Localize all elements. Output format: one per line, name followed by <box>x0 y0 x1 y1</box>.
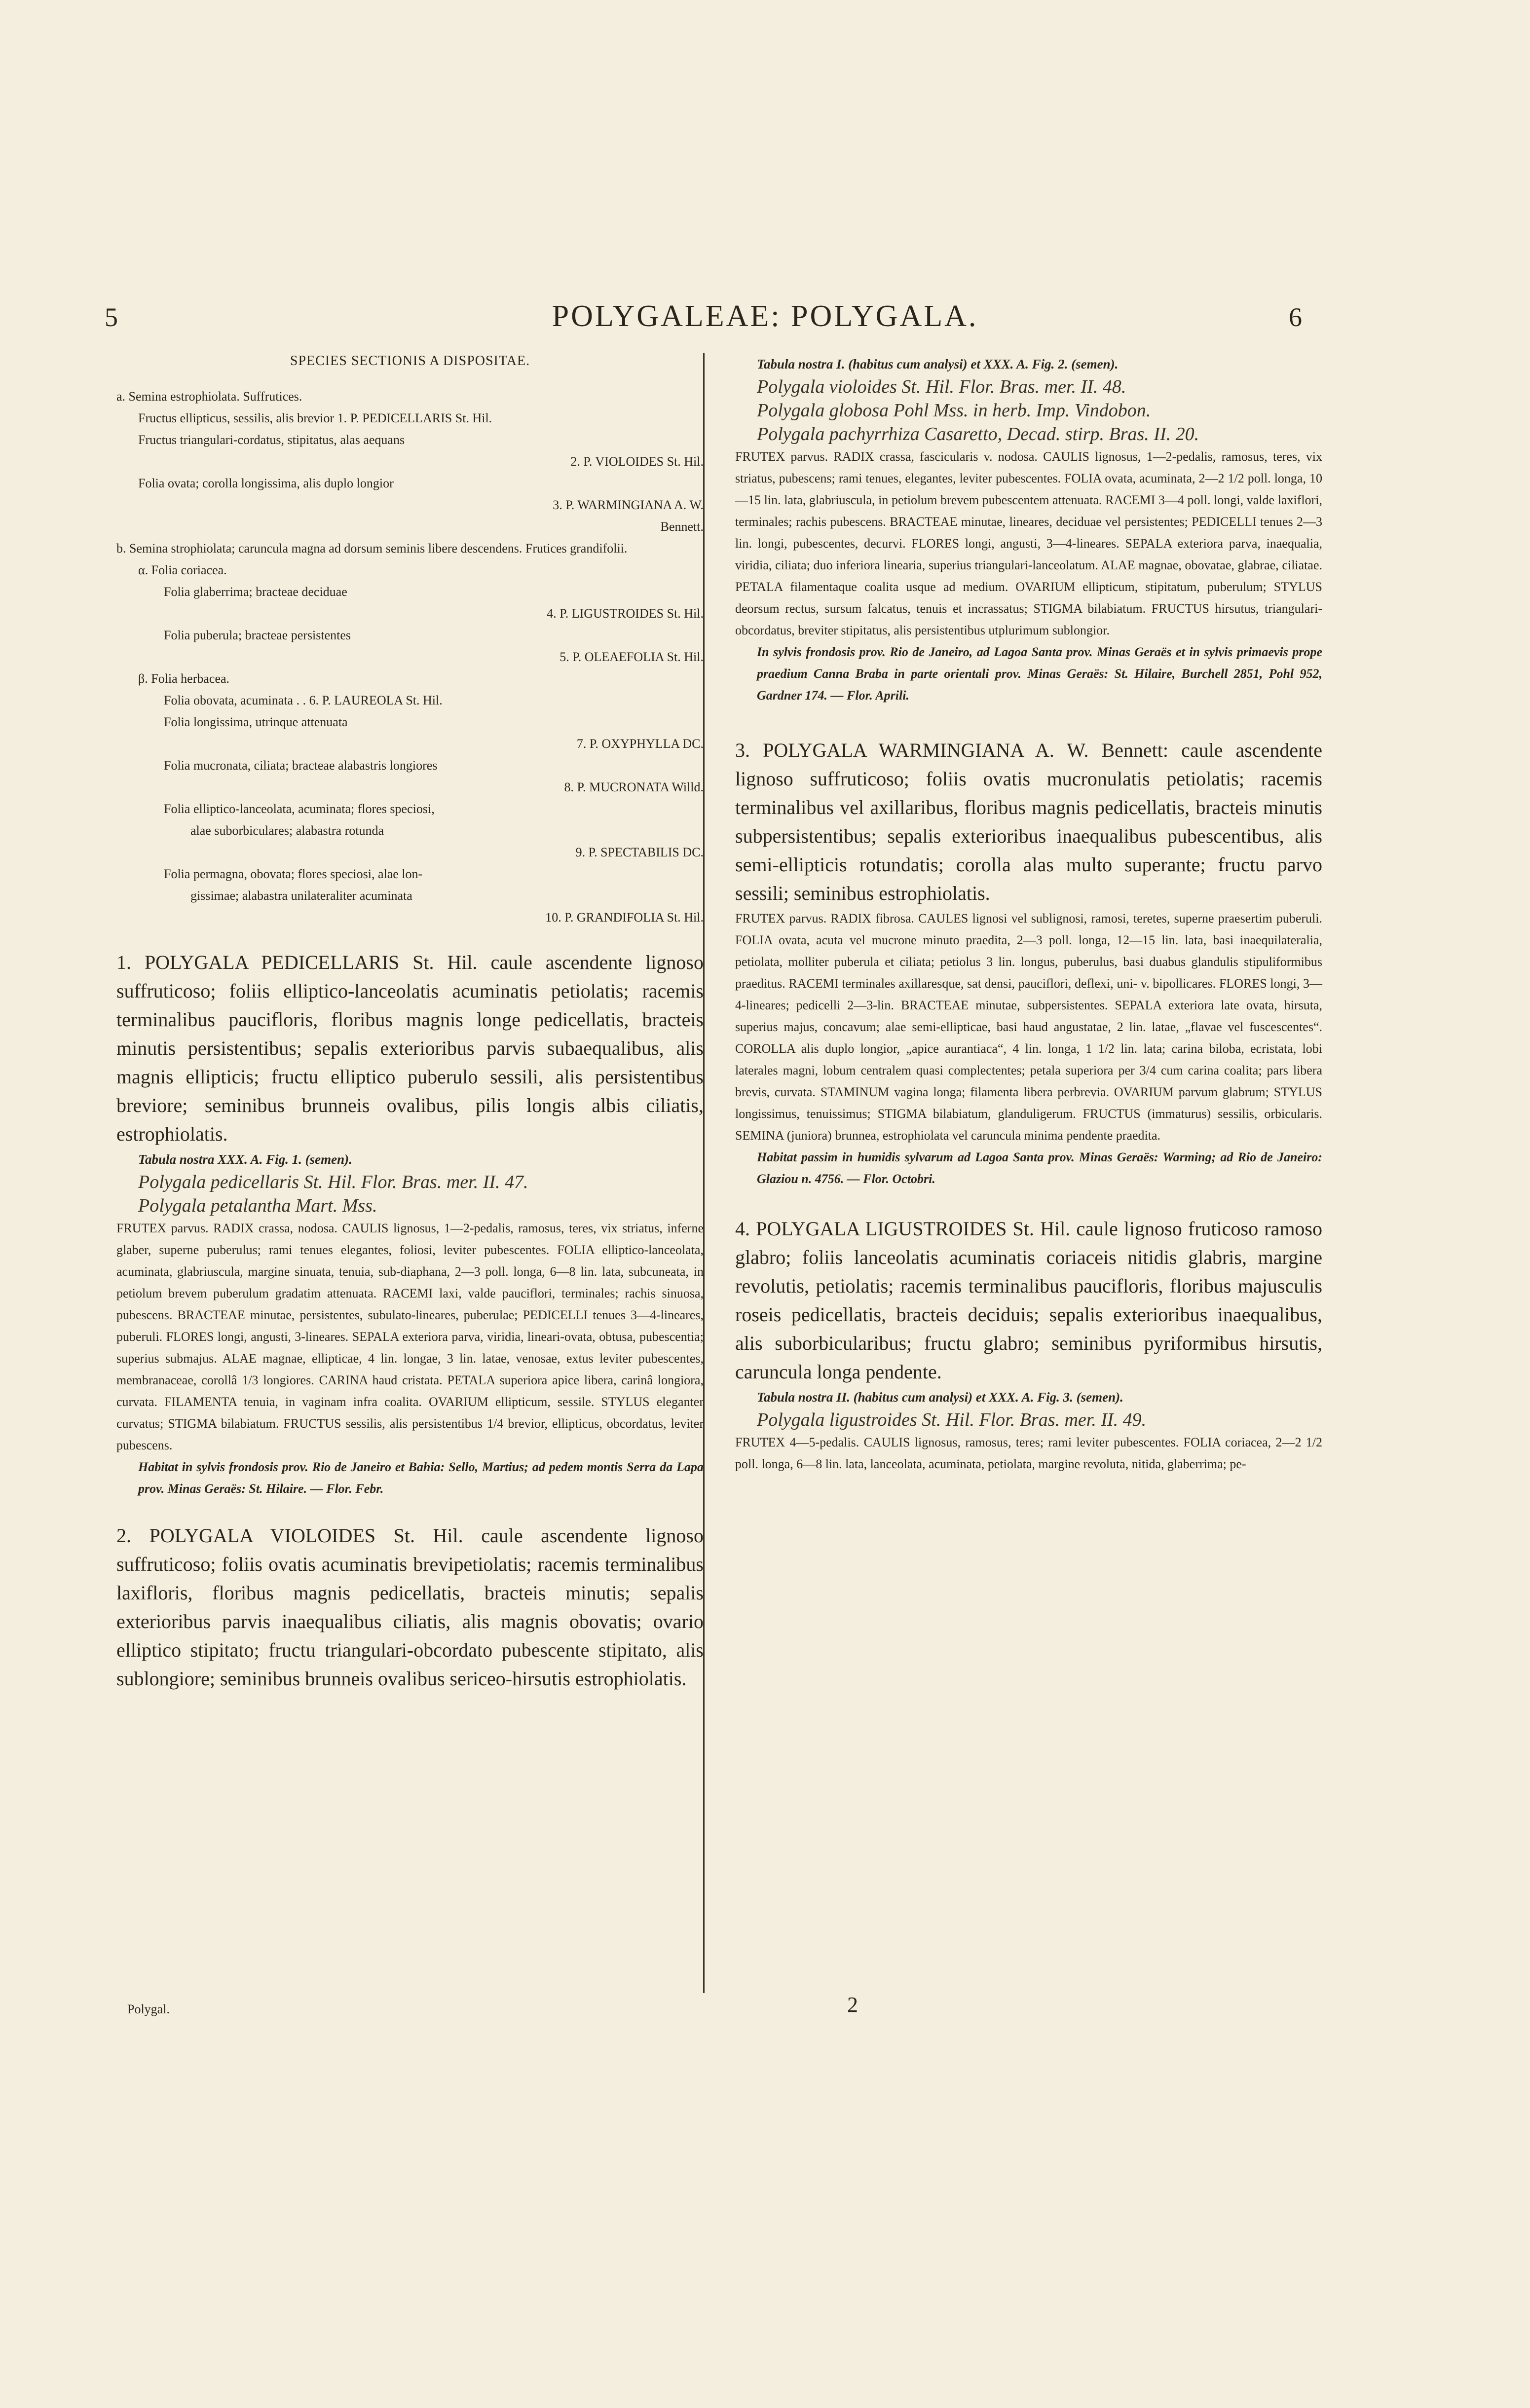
key-line: Bennett. <box>660 519 704 534</box>
sheet-signature: 2 <box>847 1993 858 2017</box>
key-line: 5. P. OLEAEFOLIA St. Hil. <box>560 650 704 664</box>
right-column <box>735 353 1322 1475</box>
page-number-right: 6 <box>1289 302 1302 332</box>
key-line: 8. P. MUCRONATA Willd. <box>564 780 704 794</box>
entry-4-synonym: Polygala ligustroides St. Hil. Flor. Bras. mer. II. 49. <box>757 1409 1147 1430</box>
key-line: Fructus triangulari-cordatus, stipitatus, alas aequans <box>138 433 405 447</box>
entry-1-diagnosis: 1. POLYGALA PEDICELLARIS St. Hil. caule ascendente lignoso suffruticoso; foliis elliptico-lanceolatis acuminatis petiolatis; racemis terminalibus paucifloris, floribus magnis longe pedicellatis, bracteis minutis persistentibus; sepalis exterioribus parvis subaequalibus, alis magnis ellipticis; fructu elliptico puberulo sessili, alis persistentibus breviore; seminibus brunneis ovalibus, pilis longis albis ciliatis, estrophiolatis. <box>116 951 704 1145</box>
entry-2-plate: Tabula nostra I. (habitus cum analysi) et XXX. A. Fig. 2. (semen). <box>757 357 1119 371</box>
key-line: 7. P. OXYPHYLLA DC. <box>576 737 704 751</box>
key-line: gissimae; alabastra unilateraliter acuminata <box>190 889 412 903</box>
page-number-left: 5 <box>105 302 118 332</box>
entry-1-synonym: Polygala pedicellaris St. Hil. Flor. Bras. mer. II. 47. <box>138 1172 528 1192</box>
key-line: Folia permagna, obovata; flores speciosi, alae lon- <box>164 867 423 881</box>
entry-4-plate: Tabula nostra II. (habitus cum analysi) et XXX. A. Fig. 3. (semen). <box>757 1390 1123 1405</box>
entry-4-diagnosis: 4. POLYGALA LIGUSTROIDES St. Hil. caule lignoso fruticoso ramoso glabro; foliis lanceolatis acuminatis coriaceis nitidis glabris, margine revolutis, petiolatis; racemis terminalibus paucifloris, floribus majusculis roseis pedicellatis, bracteis deciduis; sepalis exterioribus inaequalibus, alis suborbicularibus; fructu glabro; seminibus pyriformibus hirsutis, caruncula longa pendente. <box>735 1218 1322 1383</box>
entry-3-habitat: Habitat passim in humidis sylvarum ad Lagoa Santa prov. Minas Geraës: Warming; ad Rio de Janeiro: Glaziou n. 4756. — Flor. Octobri. <box>757 1150 1322 1186</box>
entry-1-synonym: Polygala petalantha Mart. Mss. <box>138 1195 377 1216</box>
key-a-line: a. Semina estrophiolata. Suffrutices. <box>116 389 302 404</box>
key-beta: β. Folia herbacea. <box>138 671 230 686</box>
key-line: Folia elliptico-lanceolata, acuminata; flores speciosi, <box>164 802 435 816</box>
entry-1-description: FRUTEX parvus. RADIX crassa, nodosa. CAULIS lignosus, 1—2-pedalis, ramosus, teres, vix striatus, inferne glaber, superne puberulus; rami tenues elegantes, foliosi, leviter pubescentes. FOLIA elliptico-lanceolata, acuminata, glabriuscula, margine sinuata, tenuia, sub-diaphana, 2—3 poll. longa, 6—8 lin. lata, subcuneata, in petiolum brevem puberulum gradatim attenuata. RACEMI laxi, valde pauciflori, terminales; rachis sinuosa, pubescens. BRACTEAE minutae, persistentes, subulato-lineares, puberulae; PEDICELLI tenues 3—4-lineares, puberuli. FLORES longi, angusti, 3-lineares. SEPALA exteriora parva, viridia, lineari-ovata, obtusa, pubescentia; superius submajus. ALAE magnae, ellipticae, 4 lin. longae, 3 lin. latae, venosae, extus leviter pubescentes, membranaceae, corollâ 1/3 longiores. CARINA haud cristata. PETALA superiora apice libera, carinâ longiora, curvata. FILAMENTA tenuia, in vaginam infra coalita. OVARIUM ellipticum, sessile. STYLUS eleganter curvatus; STIGMA bilabiatum. FRUCTUS sessilis, alis persistentibus 1/4 brevior, ellipticus, obcordatus, leviter pubescens. <box>116 1221 704 1452</box>
entry-3-diagnosis: 3. POLYGALA WARMINGIANA A. W. Bennett: caule ascendente lignoso suffruticoso; foliis ovatis mucronulatis petiolatis; racemis terminalibus vel axillaribus, floribus magnis pedicellatis, bracteis minutis subpersistentibus; sepalis exterioribus inaequalibus pubescentibus, alis semi-ellipticis rotundatis; corolla alas multo superante; fructu parvo sessili; seminibus estrophiolatis. <box>735 739 1322 904</box>
key-line: 3. P. WARMINGIANA A. W. <box>553 498 704 512</box>
key-b-line: b. Semina strophiolata; caruncula magna ad dorsum seminis libere descendens. Frutices grandifolii. <box>116 541 628 556</box>
entry-2-habitat: In sylvis frondosis prov. Rio de Janeiro, ad Lagoa Santa prov. Minas Geraës et in sylvis primaevis prope praedium Canna Braba in parte orientali prov. Minas Geraës: St. Hilaire, Burchell 2851, Pohl 952, Gardner 174. — Flor. Aprili. <box>757 645 1322 703</box>
entry-1-plate: Tabula nostra XXX. A. Fig. 1. (semen). <box>138 1152 352 1167</box>
key-line: Folia puberula; bracteae persistentes <box>164 628 351 642</box>
key-line: Folia mucronata, ciliata; bracteae alabastris longiores <box>164 758 438 773</box>
footer-signature-mark: Polygal. <box>127 2002 170 2016</box>
entry-4-description: FRUTEX 4—5-pedalis. CAULIS lignosus, ramosus, teres; rami leviter pubescentes. FOLIA coriacea, 2—2 1/2 poll. longa, 6—8 lin. lata, lanceolata, acuminata, petiolata, margine revoluta, nitida, glaberrima; pe- <box>735 1435 1322 1471</box>
key-line: 9. P. SPECTABILIS DC. <box>575 845 704 859</box>
left-column <box>116 353 704 1693</box>
key-line: 4. P. LIGUSTROIDES St. Hil. <box>547 606 704 621</box>
key-line: 2. P. VIOLOIDES St. Hil. <box>570 454 704 469</box>
key-line: alae suborbiculares; alabastra rotunda <box>190 823 384 838</box>
entry-2-synonym: Polygala pachyrrhiza Casaretto, Decad. stirp. Bras. II. 20. <box>757 424 1199 445</box>
key-line: Folia longissima, utrinque attenuata <box>164 715 348 729</box>
key-line: Fructus ellipticus, sessilis, alis brevior 1. P. PEDICELLARIS St. Hil. <box>138 411 492 425</box>
entry-3-description: FRUTEX parvus. RADIX fibrosa. CAULES lignosi vel sublignosi, ramosi, teretes, superne praesertim puberuli. FOLIA ovata, acuta vel mucrone minuto praedita, 2—3 poll. longa, 12—15 lin. lata, basi inaequilateralia, petiolata, molliter puberula et ciliata; petiolus 3 lin. longus, puberulus, basi duabus glandulis stipuliformibus praeditus. RACEMI terminales axillaresque, sat densi, pauciflori, deflexi, uni- v. bipollicares. FLORES longi, 3—4-lineares; pedicelli 2—3-lin. BRACTEAE minutae, subpersistentes. SEPALA exteriora late ovata, hirsuta, superius majus, concavum; alae semi-ellipticae, basi haud angustatae, 2 lin. latae, „flavae vel fuscescentes“. COROLLA alis duplo longior, „apice aurantiaca“, 4 lin. longa, 1 1/2 lin. lata; carina biloba, ecristata, lobi laterales magni, lobum centralem quasi complectentes; petala superiora per 3/4 cum carina coalita; pars libera brevis, curvata. STAMINUM vagina longa; filamenta libera perbrevia. OVARIUM parvum glabrum; STYLUS longissimus, tenuissimus; STIGMA bilabiatum, glanduligerum. FRUCTUS (immaturus) sessilis, orbicularis. SEMINA (juniora) brunnea, estrophiolata vel caruncula minima pendente praedita. <box>735 911 1322 1143</box>
entry-1-habitat: Habitat in sylvis frondosis prov. Rio de Janeiro et Bahia: Sello, Martius; ad pedem montis Serra da Lapa prov. Minas Geraës: St. Hilaire. — Flor. Febr. <box>138 1460 704 1496</box>
entry-2-description: FRUTEX parvus. RADIX crassa, fascicularis v. nodosa. CAULIS lignosus, 1—2-pedalis, ramosus, teres, vix striatus, pubescens; rami tenues, elegantes, leviter pubescentes. FOLIA ovata, acuminata, 2—2 1/2 poll. longa, 10—15 lin. lata, glabriuscula, in petiolum brevem pubescentem attenuata. RACEMI 3—4 poll. longi, valde laxiflori, terminales; rachis pubescens. BRACTEAE minutae, lineares, deciduae vel persistentes; PEDICELLI tenues 2—3 lin. longi, pubescentes, decurvi. FLORES longi, angusti, 3—4-lineares. SEPALA exteriora parva, inaequalia, viridia, ciliata; duo inferiora linearia, superius triangulari-lanceolatum. ALAE magnae, obovatae, glabrae, ciliatae. PETALA filamentaque coalita usque ad medium. OVARIUM ellipticum, stipitatum, puberulum; STYLUS deorsum rectus, sursum falcatus, tenuis et incrassatus; STIGMA bilabiatum. FRUCTUS hirsutus, triangulari-obcordatus, breviter stipitatus, alis persistentibus utplurimum sublongior. <box>735 449 1322 637</box>
running-head: POLYGALEAE: POLYGALA. <box>552 299 978 333</box>
key-alpha: α. Folia coriacea. <box>138 563 227 577</box>
entry-2-synonym: Polygala globosa Pohl Mss. in herb. Imp. Vindobon. <box>757 400 1151 421</box>
key-line: Folia obovata, acuminata . . 6. P. LAUREOLA St. Hil. <box>164 693 443 707</box>
entry-2-diagnosis: 2. POLYGALA VIOLOIDES St. Hil. caule ascendente lignoso suffruticoso; foliis ovatis acuminatis brevipetiolatis; racemis terminalibus laxifloris, floribus magnis pedicellatis, bracteis minutis; sepalis exterioribus parvis inaequalibus ciliatis, alis magnis obovatis; ovario elliptico stipitato; fructu triangulari-obcordato pubescente stipitato, alis sublongiore; seminibus brunneis ovalibus sericeo-hirsutis estrophiolatis. <box>116 1524 704 1690</box>
entry-2-synonym: Polygala violoides St. Hil. Flor. Bras. mer. II. 48. <box>757 376 1126 397</box>
key-line: Folia ovata; corolla longissima, alis duplo longior <box>138 476 394 490</box>
key-title: SPECIES SECTIONIS A DISPOSITAE. <box>290 353 530 369</box>
key-line: 10. P. GRANDIFOLIA St. Hil. <box>545 910 704 925</box>
key-line: Folia glaberrima; bracteae deciduae <box>164 585 347 599</box>
